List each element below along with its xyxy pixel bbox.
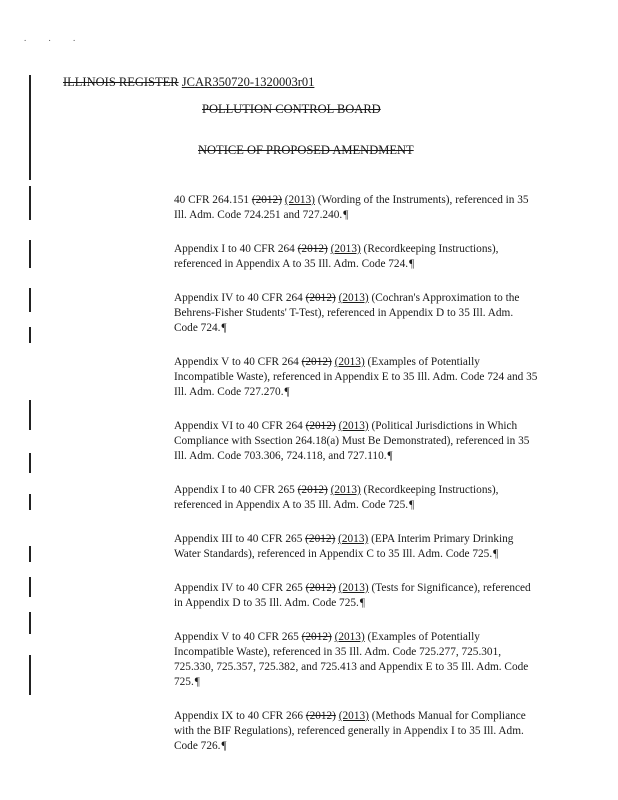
inserted-year: (2013) bbox=[330, 243, 361, 255]
pilcrow-icon: ¶ bbox=[359, 597, 365, 609]
inserted-year: (2013) bbox=[338, 710, 369, 722]
incorporated-references-list bbox=[174, 193, 539, 773]
change-bar bbox=[29, 75, 31, 180]
inserted-year: (2013) bbox=[338, 292, 369, 304]
pilcrow-icon: ¶ bbox=[284, 386, 290, 398]
change-bar bbox=[29, 240, 31, 268]
deleted-year: (2012) bbox=[301, 356, 332, 368]
reference-entry: Appendix V to 40 CFR 265 (2012) (2013) (Examples of Potentially Incompatible Waste), referenced in 35 Ill. Adm. Code 725.277, 725.301, 725.330, 725.357, 725.382, and 725.413 and Appendix E to 35 Ill. Adm. Code 725.¶ bbox=[174, 631, 529, 688]
change-bar bbox=[29, 577, 31, 597]
pilcrow-icon: ¶ bbox=[221, 322, 227, 334]
inserted-year: (2013) bbox=[334, 631, 365, 643]
deleted-year: (2012) bbox=[305, 582, 336, 594]
change-bar bbox=[29, 494, 31, 510]
deleted-year: (2012) bbox=[301, 631, 332, 643]
pilcrow-icon: ¶ bbox=[493, 548, 499, 560]
inserted-year: (2013) bbox=[284, 194, 315, 206]
deleted-year: (2012) bbox=[305, 710, 336, 722]
reference-entry: 40 CFR 264.151 (2012) (2013) (Wording of the Instruments), referenced in 35 Ill. Adm. Code 724.251 and 727.240.¶ bbox=[174, 194, 529, 221]
change-bar bbox=[29, 612, 31, 634]
agency-header: POLLUTION CONTROL BOARD bbox=[202, 102, 381, 116]
reference-entry: Appendix I to 40 CFR 265 (2012) (2013) (Recordkeeping Instructions), referenced in Appendix A to 35 Ill. Adm. Code 725.¶ bbox=[174, 484, 499, 511]
change-bar bbox=[29, 655, 31, 695]
pilcrow-icon: ¶ bbox=[343, 209, 349, 221]
inserted-year: (2013) bbox=[334, 356, 365, 368]
deleted-year: (2012) bbox=[305, 420, 336, 432]
register-code: JCAR350720-1320003r01 bbox=[181, 75, 315, 89]
corner-marks: . . . bbox=[24, 33, 86, 43]
pilcrow-icon: ¶ bbox=[387, 450, 393, 462]
pilcrow-icon: ¶ bbox=[409, 499, 415, 511]
reference-entry: Appendix IX to 40 CFR 266 (2012) (2013) (Methods Manual for Compliance with the BIF Regulations), referenced generally in Appendix I to 35 Ill. Adm. Code 726.¶ bbox=[174, 710, 526, 752]
reference-entry: Appendix V to 40 CFR 264 (2012) (2013) (Examples of Potentially Incompatible Waste), referenced in Appendix E to 35 Ill. Adm. Code 724 and 35 Ill. Adm. Code 727.270.¶ bbox=[174, 356, 538, 398]
change-bar bbox=[29, 327, 31, 343]
change-bar bbox=[29, 288, 31, 312]
notice-header: NOTICE OF PROPOSED AMENDMENT bbox=[198, 143, 414, 157]
inserted-year: (2013) bbox=[338, 582, 369, 594]
pilcrow-icon: ¶ bbox=[409, 258, 415, 270]
inserted-year: (2013) bbox=[338, 533, 369, 545]
reference-entry: Appendix IV to 40 CFR 265 (2012) (2013) (Tests for Significance), referenced in Appendix D to 35 Ill. Adm. Code 725.¶ bbox=[174, 582, 531, 609]
inserted-year: (2013) bbox=[330, 484, 361, 496]
pilcrow-icon: ¶ bbox=[194, 676, 200, 688]
deleted-year: (2012) bbox=[251, 194, 282, 206]
register-prefix: ILLINOIS REGISTER bbox=[63, 75, 179, 89]
deleted-year: (2012) bbox=[297, 484, 328, 496]
reference-entry: Appendix VI to 40 CFR 264 (2012) (2013) (Political Jurisdictions in Which Compliance with Ssection 264.18(a) Must Be Demonstrated), referenced in 35 Ill. Adm. Code 703.306, 724.118, and 727.110.¶ bbox=[174, 420, 530, 462]
change-bar bbox=[29, 400, 31, 430]
deleted-year: (2012) bbox=[305, 533, 336, 545]
reference-entry: Appendix IV to 40 CFR 264 (2012) (2013) (Cochran's Approximation to the Behrens-Fisher Students' T-Test), referenced in Appendix D to 35 Ill. Adm. Code 724.¶ bbox=[174, 292, 520, 334]
reference-entry: Appendix III to 40 CFR 265 (2012) (2013) (EPA Interim Primary Drinking Water Standards), referenced in Appendix C to 35 Ill. Adm. Code 725.¶ bbox=[174, 533, 514, 560]
change-bar bbox=[29, 453, 31, 473]
reference-entry: Appendix I to 40 CFR 264 (2012) (2013) (Recordkeeping Instructions), referenced in Appendix A to 35 Ill. Adm. Code 724.¶ bbox=[174, 243, 499, 270]
inserted-year: (2013) bbox=[338, 420, 369, 432]
change-bar bbox=[29, 546, 31, 562]
deleted-year: (2012) bbox=[297, 243, 328, 255]
register-header bbox=[63, 75, 314, 90]
pilcrow-icon: ¶ bbox=[221, 740, 227, 752]
deleted-year: (2012) bbox=[305, 292, 336, 304]
change-bar bbox=[29, 186, 31, 220]
